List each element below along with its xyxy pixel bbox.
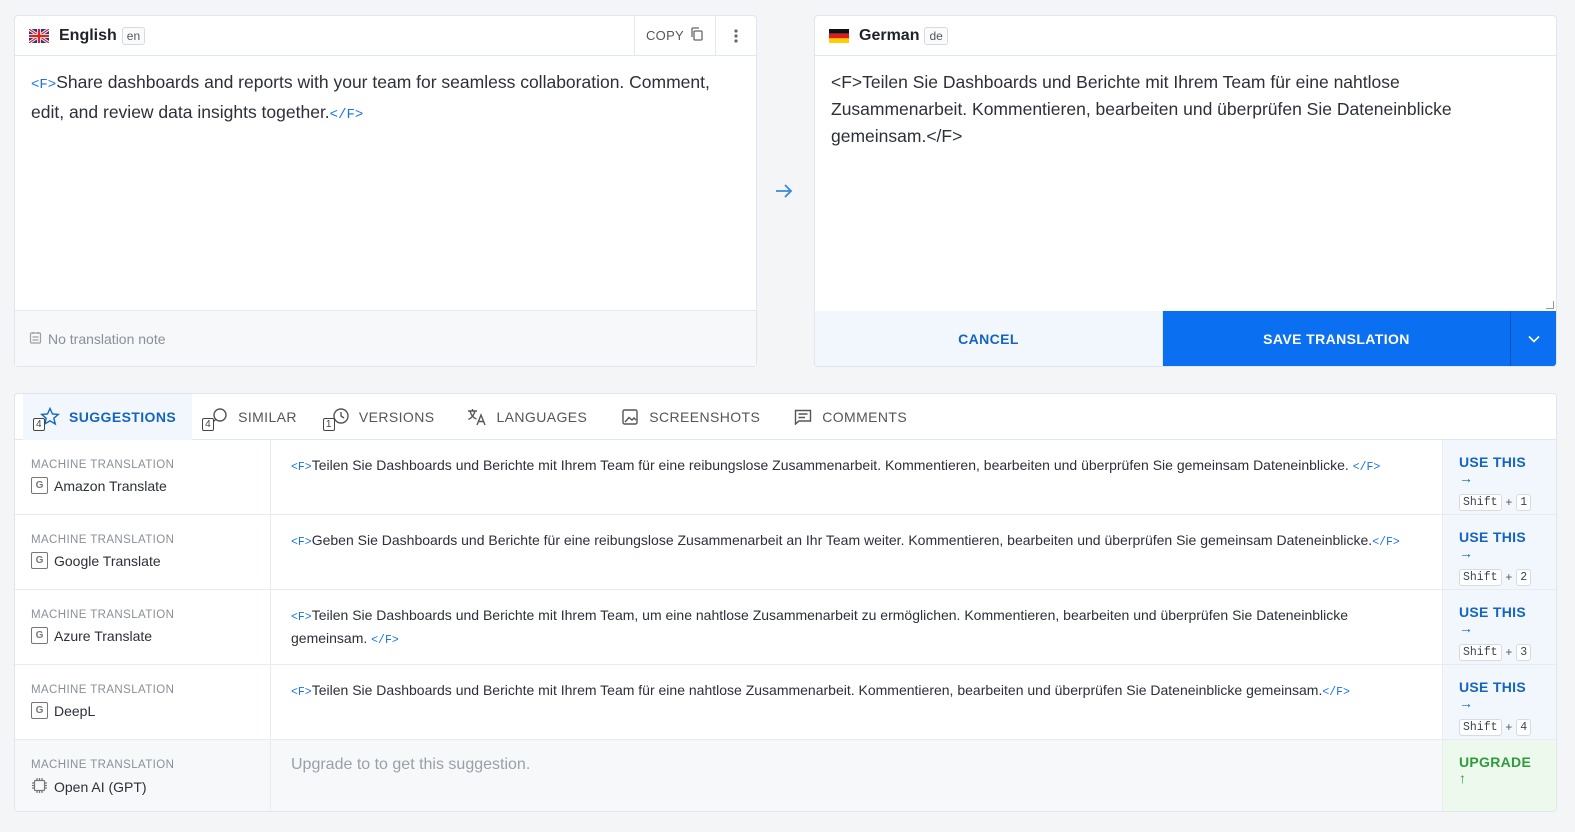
provider-cell: [15, 440, 271, 514]
provider-name-text: Amazon Translate: [54, 477, 167, 494]
target-language-name: German: [859, 26, 920, 44]
suggestion-text-body: Teilen Sie Dashboards und Berichte mit Ihrem Team für eine nahtlose Zusammenarbeit. Kommentieren, bearbeiten und überprüfen Sie Dateneinblicke gemeinsam.: [311, 682, 1323, 698]
tab-versions[interactable]: [313, 394, 451, 440]
shortcut-plus: +: [1505, 721, 1513, 734]
use-this-cell: [1442, 440, 1556, 514]
use-this-button[interactable]: [1459, 679, 1540, 711]
suggestion-close-tag: </F>: [1372, 536, 1400, 549]
use-this-label: USE THIS: [1459, 454, 1526, 470]
translation-note-text: No translation note: [48, 330, 166, 347]
provider-name: [31, 627, 254, 644]
use-this-label: USE THIS: [1459, 679, 1526, 695]
provider-kind: MACHINE TRANSLATION: [31, 459, 175, 471]
shortcut-key: Shift: [1459, 644, 1502, 661]
source-close-tag: </F>: [329, 107, 364, 123]
suggestion-open-tag: <F>: [291, 536, 312, 549]
tab-bar: [15, 394, 1556, 440]
source-language-code: en: [122, 27, 145, 45]
star-icon: [36, 407, 61, 430]
similar-count-badge: 4: [202, 418, 214, 431]
suggestion-text-body: Teilen Sie Dashboards und Berichte mit Ihrem Team, um eine nahtlose Zusammenarbeit zu ermöglichen. Kommentieren, bearbeiten und überprüfen Sie Dateneinblicke gemeinsam.: [291, 607, 1349, 646]
search-icon: [205, 407, 230, 430]
suggestion-open-tag: <F>: [291, 686, 312, 699]
locked-suggestion-row: [15, 740, 1556, 812]
comment-icon: [792, 407, 814, 427]
use-this-button[interactable]: [1459, 529, 1540, 561]
suggestion-open-tag: <F>: [291, 461, 312, 474]
german-flag-icon: [829, 29, 849, 43]
shortcut-number: 2: [1516, 569, 1531, 586]
translation-text: <F>Teilen Sie Dashboards und Berichte mit Ihrem Team für eine nahtlose Zusammenarbeit. Kommentieren, bearbeiten und überprüfen Sie Dateneinblicke gemeinsam.</F>: [831, 72, 1452, 146]
shortcut-number: 4: [1516, 719, 1531, 736]
suggestions-count-badge: 4: [33, 418, 45, 431]
machine-translation-icon: G: [31, 552, 48, 569]
source-text-body: Share dashboards and reports with your team for seamless collaboration. Comment, edit, and review data insights together.: [31, 72, 710, 122]
uk-flag-icon: [29, 29, 49, 43]
target-header: [815, 16, 1556, 56]
provider-cell: [15, 515, 271, 589]
editor-actions: [815, 311, 1556, 366]
suggestions-panel: [14, 393, 1557, 812]
tab-suggestions[interactable]: [23, 394, 192, 440]
source-panel: [14, 15, 757, 367]
use-this-cell: [1442, 515, 1556, 589]
target-panel: [814, 15, 1557, 367]
suggestion-text[interactable]: [271, 665, 1442, 739]
provider-cell: [15, 665, 271, 739]
arrow-right-icon: [773, 180, 795, 208]
locked-suggestion-text: Upgrade to to get this suggestion.: [291, 756, 531, 773]
upgrade-button[interactable]: [1459, 754, 1540, 786]
tab-screenshots[interactable]: [603, 394, 776, 440]
history-icon: [325, 407, 351, 430]
note-icon: [29, 331, 42, 347]
suggestion-row: [15, 665, 1556, 740]
source-text[interactable]: [15, 56, 756, 312]
save-translation-button[interactable]: SAVE TRANSLATION: [1163, 311, 1510, 366]
provider-kind: MACHINE TRANSLATION: [31, 684, 175, 696]
shortcut-hint: [1459, 569, 1540, 586]
arrow-right-icon: →: [1459, 620, 1474, 636]
save-options-button[interactable]: [1510, 311, 1556, 366]
ai-chip-icon: [31, 777, 48, 797]
use-this-label: USE THIS: [1459, 604, 1526, 620]
shortcut-key: Shift: [1459, 719, 1502, 736]
suggestion-row: [15, 590, 1556, 665]
tab-similar-label: SIMILAR: [238, 408, 297, 425]
arrow-right-icon: →: [1459, 545, 1474, 561]
target-language-code: de: [924, 27, 947, 45]
tab-suggestions-label: SUGGESTIONS: [69, 408, 177, 425]
translation-editor[interactable]: [815, 56, 1556, 312]
provider-kind: MACHINE TRANSLATION: [31, 759, 175, 771]
suggestion-text-body: Geben Sie Dashboards und Berichte für eine reibungslose Zusammenarbeit an Ihr Team weiter. Kommentieren, bearbeiten und überprüfen Sie gemeinsam Dateneinblicke.: [311, 532, 1373, 548]
cancel-button[interactable]: CANCEL: [815, 311, 1163, 366]
resize-handle-icon[interactable]: [1546, 301, 1554, 309]
suggestion-text[interactable]: [271, 515, 1442, 589]
provider-kind: MACHINE TRANSLATION: [31, 609, 175, 621]
provider-cell: [15, 590, 271, 664]
suggestion-text[interactable]: [271, 590, 1442, 664]
arrow-right-icon: →: [1459, 470, 1474, 486]
arrow-up-icon: ↑: [1459, 770, 1467, 786]
machine-translation-icon: G: [31, 627, 48, 644]
provider-cell: [15, 740, 271, 812]
shortcut-hint: [1459, 644, 1540, 661]
provider-name: [31, 552, 254, 569]
tab-languages[interactable]: [450, 394, 603, 440]
copy-label: COPY: [645, 28, 685, 43]
tab-screenshots-label: SCREENSHOTS: [649, 408, 761, 425]
shortcut-hint: [1459, 494, 1540, 511]
translation-note-bar[interactable]: [15, 310, 756, 366]
more-options-icon[interactable]: [716, 16, 756, 55]
suggestion-close-tag: </F>: [1352, 461, 1381, 474]
source-open-tag: <F>: [31, 77, 57, 93]
tab-languages-label: LANGUAGES: [496, 408, 588, 425]
shortcut-plus: +: [1505, 646, 1513, 659]
provider-name: [31, 702, 254, 719]
suggestion-row: [15, 440, 1556, 515]
copy-button[interactable]: [634, 16, 716, 55]
provider-name: [31, 477, 254, 494]
translate-icon: [466, 407, 488, 427]
use-this-cell: [1442, 590, 1556, 664]
shortcut-number: 1: [1516, 494, 1531, 511]
provider-name-text: Google Translate: [54, 552, 161, 569]
provider-kind: MACHINE TRANSLATION: [31, 534, 175, 546]
suggestion-text[interactable]: [271, 440, 1442, 514]
provider-name-text: DeepL: [54, 702, 96, 719]
use-this-button[interactable]: [1459, 454, 1540, 486]
shortcut-plus: +: [1505, 571, 1513, 584]
shortcut-key: Shift: [1459, 494, 1502, 511]
source-header: [15, 16, 756, 56]
image-icon: [619, 407, 641, 427]
suggestion-close-tag: </F>: [371, 634, 399, 647]
provider-name-text: Azure Translate: [54, 627, 153, 644]
upgrade-cell: [1442, 740, 1556, 812]
shortcut-plus: +: [1505, 496, 1513, 509]
provider-name: [31, 777, 254, 797]
machine-translation-icon: G: [31, 477, 48, 494]
tab-versions-label: VERSIONS: [358, 408, 435, 425]
chevron-down-icon: [1528, 330, 1540, 348]
tab-similar[interactable]: [192, 394, 313, 440]
tab-comments-label: COMMENTS: [822, 408, 908, 425]
machine-translation-icon: G: [31, 702, 48, 719]
source-language-name: English: [59, 26, 117, 44]
versions-count-badge: 1: [323, 418, 335, 431]
use-this-cell: [1442, 665, 1556, 739]
copy-icon: [690, 27, 704, 44]
arrow-right-icon: →: [1459, 695, 1474, 711]
shortcut-number: 3: [1516, 644, 1531, 661]
upgrade-label: UPGRADE: [1459, 754, 1532, 770]
suggestion-text-body: Teilen Sie Dashboards und Berichte mit Ihrem Team für eine reibungslose Zusammenarbeit. Kommentieren, bearbeiten und überprüfen Sie gemeinsam Dateneinblicke.: [311, 457, 1353, 473]
use-this-label: USE THIS: [1459, 529, 1526, 545]
suggestion-close-tag: </F>: [1322, 686, 1350, 699]
suggestion-row: [15, 515, 1556, 590]
suggestion-open-tag: <F>: [291, 611, 312, 624]
shortcut-key: Shift: [1459, 569, 1502, 586]
provider-name-text: Open AI (GPT): [54, 779, 147, 795]
shortcut-hint: [1459, 719, 1540, 736]
tab-comments[interactable]: [776, 394, 923, 440]
use-this-button[interactable]: [1459, 604, 1540, 636]
